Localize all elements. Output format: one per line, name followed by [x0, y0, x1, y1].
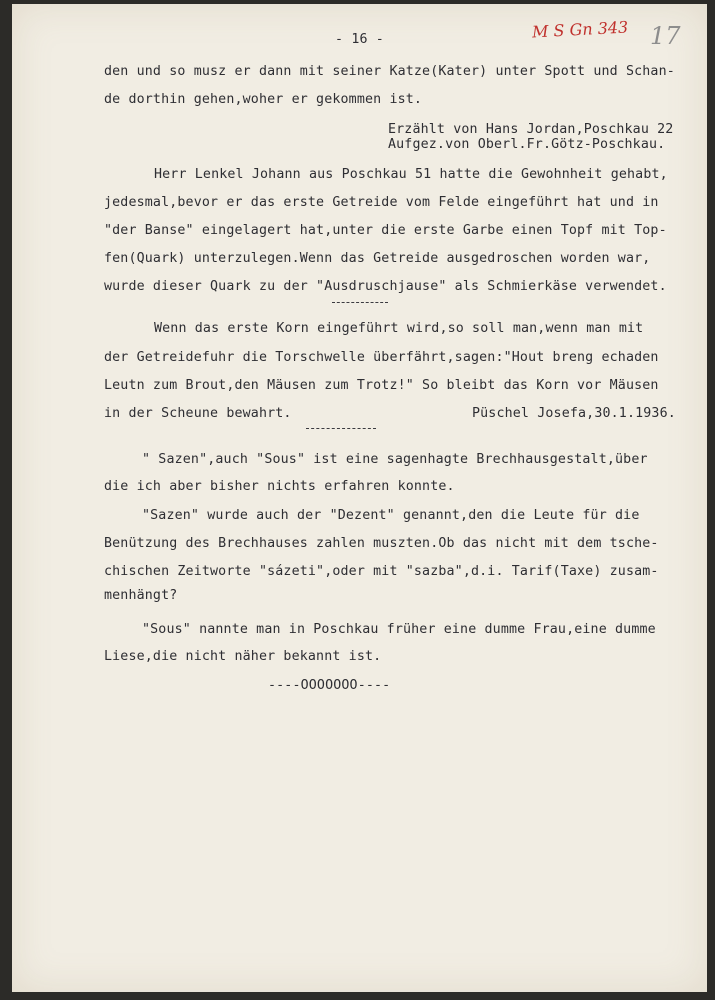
folio-number: 17: [650, 22, 681, 50]
text-line: jedesmal,bevor er das erste Getreide vom Felde eingeführt hat und in: [104, 195, 659, 210]
text-line: fen(Quark) unterzulegen.Wenn das Getreide ausgedroschen worden war,: [104, 251, 651, 266]
separator-dashes: [306, 428, 376, 429]
text-line: chischen Zeitworte "sázeti",oder mit "sazba",d.i. Tarif(Taxe) zusam-: [104, 564, 659, 579]
text-line: "Sazen" wurde auch der "Dezent" genannt,den die Leute für die: [142, 508, 640, 523]
end-mark: ----OOOOOOO----: [268, 678, 391, 693]
text-line: Wenn das erste Korn eingeführt wird,so soll man,wenn man mit: [154, 321, 644, 336]
attribution-line: Püschel Josefa,30.1.1936.: [472, 406, 676, 421]
attribution-line: Erzählt von Hans Jordan,Poschkau 22: [388, 122, 674, 137]
text-line: Leutn zum Brout,den Mäusen zum Trotz!" So bleibt das Korn vor Mäusen: [104, 378, 659, 393]
text-line: den und so musz er dann mit seiner Katze(Kater) unter Spott und Schan-: [104, 64, 675, 79]
attribution-line: Aufgez.von Oberl.Fr.Götz-Poschkau.: [388, 137, 666, 152]
text-line: Benützung des Brechhauses zahlen muszten.Ob das nicht mit dem tsche-: [104, 536, 659, 551]
text-line: de dorthin gehen,woher er gekommen ist.: [104, 92, 423, 107]
archive-signature-mark: M S Gn 343: [531, 17, 629, 42]
separator-dashes: [332, 302, 388, 303]
text-line: der Getreidefuhr die Torschwelle überfährt,sagen:"Hout breng echaden: [104, 350, 659, 365]
text-line: " Sazen",auch "Sous" ist eine sagenhagte Brechhausgestalt,über: [142, 452, 648, 467]
text-line: "der Banse" eingelagert hat,unter die erste Garbe einen Topf mit Top-: [104, 223, 667, 238]
text-line: wurde dieser Quark zu der "Ausdruschjause" als Schmierkäse verwendet.: [104, 279, 667, 294]
text-line: menhängt?: [104, 588, 178, 603]
text-line: die ich aber bisher nichts erfahren konnte.: [104, 479, 455, 494]
text-line: in der Scheune bewahrt.: [104, 406, 292, 421]
text-line: "Sous" nannte man in Poschkau früher eine dumme Frau,eine dumme: [142, 622, 656, 637]
document-page: [12, 4, 707, 992]
text-line: Herr Lenkel Johann aus Poschkau 51 hatte die Gewohnheit gehabt,: [154, 167, 668, 182]
text-line: Liese,die nicht näher bekannt ist.: [104, 649, 382, 664]
page-header: - 16 -: [335, 32, 384, 47]
